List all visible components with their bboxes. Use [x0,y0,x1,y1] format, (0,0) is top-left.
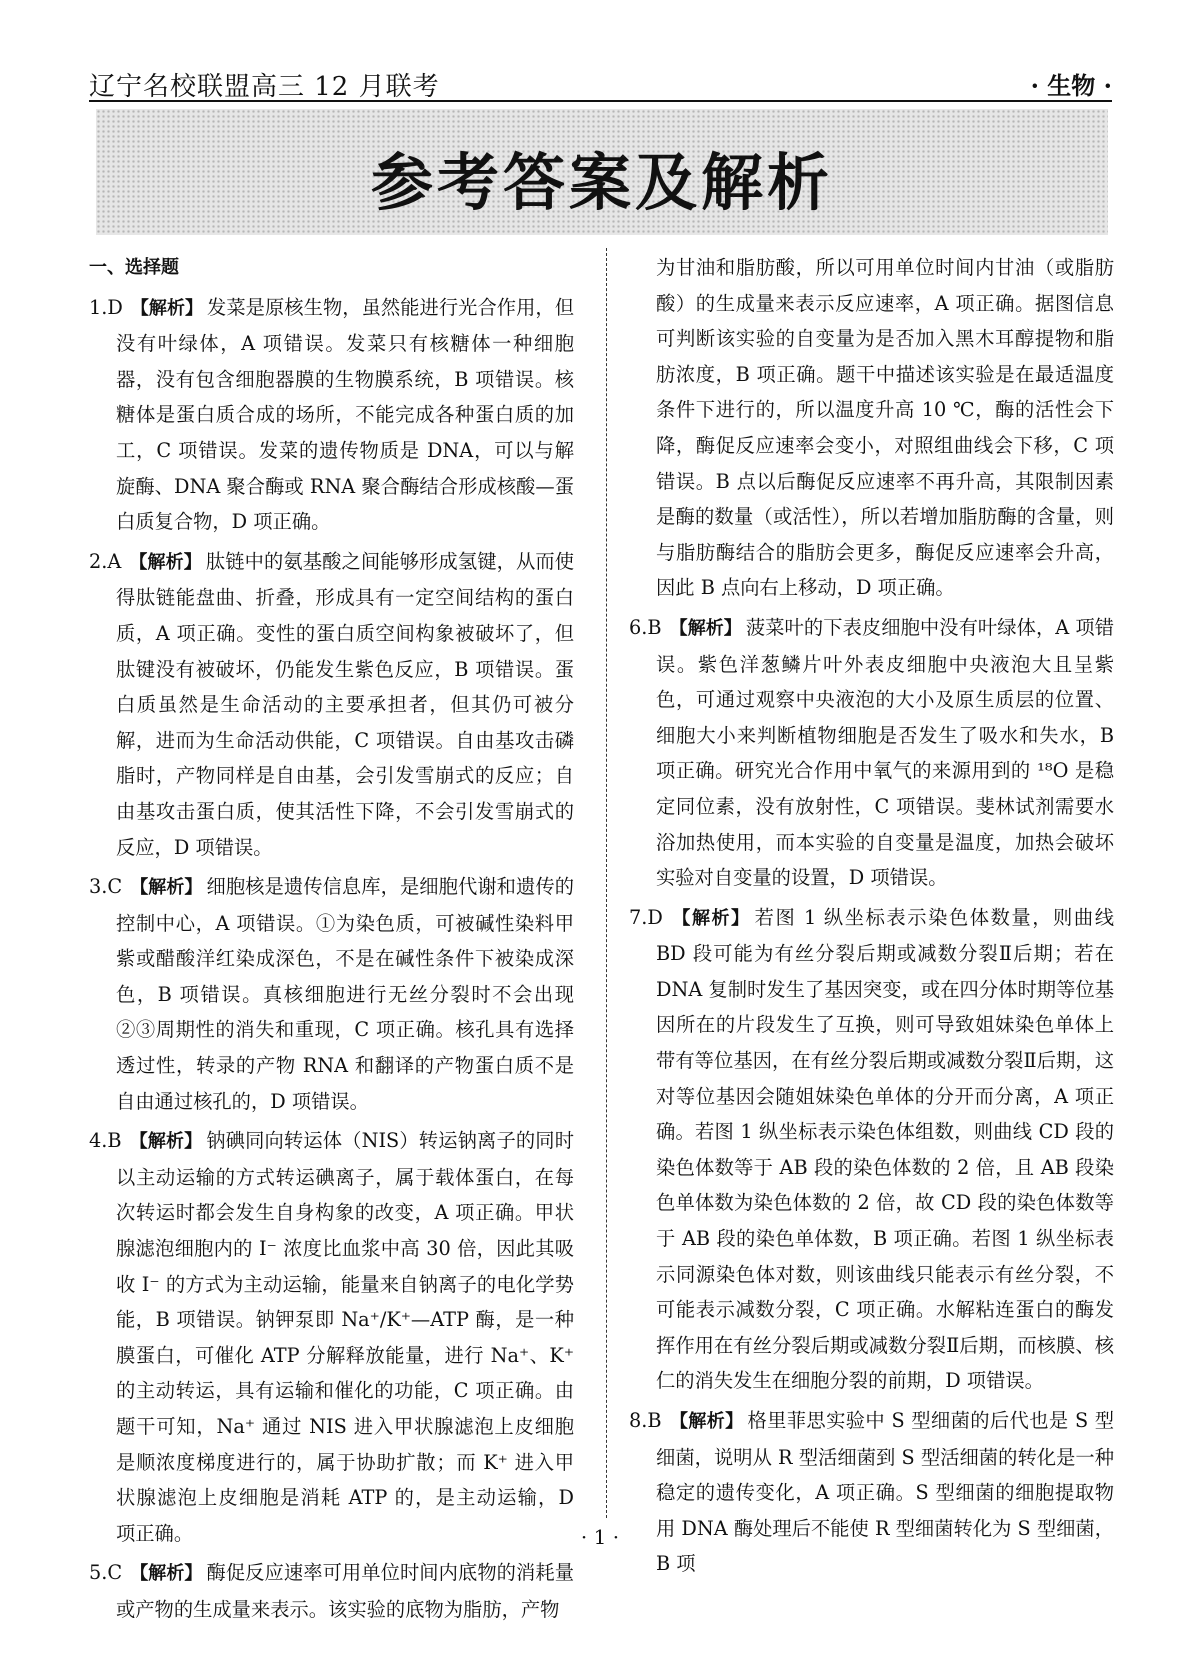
analysis-tag: 【解析】 [129,551,202,573]
answer-text: 肽链中的氨基酸之间能够形成氢键，从而使得肽链能盘曲、折叠，形成具有一定空间结构的蛋白质，A 项正确。变性的蛋白质空间构象被破坏了，但肽键没有被破坏，仍能发生紫色反应，B 项错误。蛋白质虽然是生命活动的主要承担者，但其仍可被分解，进而为生命活动供能，C 项错误。自由基攻击磷脂时，产物同样是自由基，会引发雪崩式的反应；自由基攻击蛋白质，使其活性下降，不会引发雪崩式的反应，D 项错误。 [116,549,575,859]
analysis-tag: 【解析】 [669,1411,744,1432]
exam-title: 辽宁名校联盟高三 12 月联考 [89,72,440,102]
answer-item [629,1403,1114,1582]
answer-item [89,290,574,540]
column-divider [606,248,607,1518]
answer-number: 8.B [629,1409,662,1432]
answer-text: 格里菲思实验中 S 型细菌的后代也是 S 型细菌，说明从 R 型活细菌到 S 型活细菌的转化是一种稳定的遗传变化，A 项正确。S 型细菌的细胞提取物用 DNA 酶处理后不能使 R 型细菌转化为 S 型细菌，B 项 [656,1409,1114,1576]
analysis-tag: 【解析】 [130,877,203,899]
answer-number: 4.B [89,1129,122,1153]
answer-continuation [629,250,1114,606]
answer-item [629,900,1114,1399]
analysis-tag: 【解析】 [130,297,204,319]
answer-item [89,1555,574,1627]
left-column [89,250,574,1632]
page-number: · 1 · [580,1525,620,1549]
answer-text: 钠碘同向转运体（NIS）转运钠离子的同时以主动运输的方式转运碘离子，属于载体蛋白，在每次转运时都会发生自身构象的改变，A 项正确。甲状腺滤泡细胞内的 I⁻ 浓度比血浆中高 30 倍，因此其吸收 I⁻ 的方式为主动运输，能量来自钠离子的电化学势能，B 项错误。钠钾泵即 Na⁺/K⁺—ATP 酶，是一种膜蛋白，可催化 ATP 分解释放能量，进行 Na⁺、K⁺ 的主动转运，具有运输和催化的功能，C 项正确。由题干可知，Na⁺ 通过 NIS 进入甲状腺滤泡上皮细胞是顺浓度梯度进行的，属于协助扩散；而 K⁺ 进入甲状腺滤泡上皮细胞是消耗 ATP 的，是主动运输，D 项正确。 [116,1129,574,1545]
analysis-tag: 【解析】 [670,907,751,929]
answer-text: 若图 1 纵坐标表示染色体数量，则曲线 BD 段可能为有丝分裂后期或减数分裂Ⅱ后期；若在 DNA 复制时发生了基因突变，或在四分体时期等位基因所在的片段发生了互换，则可导致姐妹染色单体上带有等位基因，在有丝分裂后期或减数分裂Ⅱ后期，这对等位基因会随姐妹染色单体的分开而分离，A 项正确。若图 1 纵坐标表示染色体组数，则曲线 CD 段的染色体数等于 AB 段的染色体数的 2 倍，且 AB 段染色单体数为染色体数的 2 倍，故 CD 段的染色体数等于 AB 段的染色单体数，B 项正确。若图 1 纵坐标表示同源染色体对数，则该曲线只能表示有丝分裂，不可能表示减数分裂，C 项正确。水解粘连蛋白的酶发挥作用在有丝分裂后期或减数分裂Ⅱ后期，而核膜、核仁的消失发生在细胞分裂的前期，D 项错误。 [656,905,1115,1393]
answer-text: 酶促反应速率可用单位时间内底物的消耗量或产物的生成量来表示。该实验的底物为脂肪，产物 [116,1561,574,1621]
answer-number: 2.A [89,549,122,573]
answer-number: 6.B [629,615,662,639]
answer-text: 细胞核是遗传信息库，是细胞代谢和遗传的控制中心，A 项错误。①为染色质，可被碱性染料甲紫或醋酸洋红染成深色，不是在碱性条件下被染成深色，B 项错误。真核细胞进行无丝分裂时不会出现②③周期性的消失和重现，C 项正确。核孔具有选择透过性，转录的产物 RNA 和翻译的产物蛋白质不是自由通过核孔的，D 项错误。 [116,875,574,1113]
answer-item [89,1123,574,1551]
analysis-tag: 【解析】 [129,1131,203,1153]
section-title: 一、选择题 [89,257,179,278]
answer-item [89,544,574,865]
answer-item [629,610,1114,896]
subject-label: · 生物 · [1030,71,1112,100]
answer-number: 1.D [89,295,123,319]
answer-text: 菠菜叶的下表皮细胞中没有叶绿体，A 项错误。紫色洋葱鳞片叶外表皮细胞中央液泡大且呈紫色，可通过观察中央液泡的大小及原生质层的位置、细胞大小来判断植物细胞是否发生了吸水和失水，B 项正确。研究光合作用中氧气的来源用到的 ¹⁸O 是稳定同位素，没有放射性，C 项错误。斐林试剂需要水浴加热使用，而本实验的自变量是温度，加热会破坏实验对自变量的设置，D 项错误。 [656,615,1115,890]
analysis-tag: 【解析】 [130,1563,203,1585]
answer-number: 5.C [89,1561,123,1585]
answer-number: 3.C [89,875,123,899]
analysis-tag: 【解析】 [669,617,742,639]
title-banner [96,109,1108,235]
right-column [629,250,1114,1586]
answer-text: 为甘油和脂肪酸，所以可用单位时间内甘油（或脂肪酸）的生成量来表示反应速率，A 项正确。据图信息可判断该实验的自变量为是否加入黑木耳醇提物和脂肪浓度，B 项正确。题干中描述该实验是在最适温度条件下进行的，所以温度升高 10 ℃，酶的活性会下降，酶促反应速率会变小，对照组曲线会下移，C 项错误。B 点以后酶促反应速率不再升高，其限制因素是酶的数量（或活性），所以若增加脂肪酶的含量，则与脂肪酶结合的脂肪会更多，酶促反应速率会升高，因此 B 点向右上移动，D 项正确。 [656,256,1114,600]
page-title: 参考答案及解析 [370,146,833,219]
page-header [89,60,1112,102]
answer-number: 7.D [629,905,663,929]
answer-text: 发菜是原核生物，虽然能进行光合作用，但没有叶绿体，A 项错误。发菜只有核糖体一种细胞器，没有包含细胞器膜的生物膜系统，B 项错误。核糖体是蛋白质合成的场所，不能完成各种蛋白质的加工，C 项错误。发菜的遗传物质是 DNA，可以与解旋酶、DNA 聚合酶或 RNA 聚合酶结合形成核酸—蛋白质复合物，D 项正确。 [116,295,575,534]
answer-item [89,869,574,1119]
